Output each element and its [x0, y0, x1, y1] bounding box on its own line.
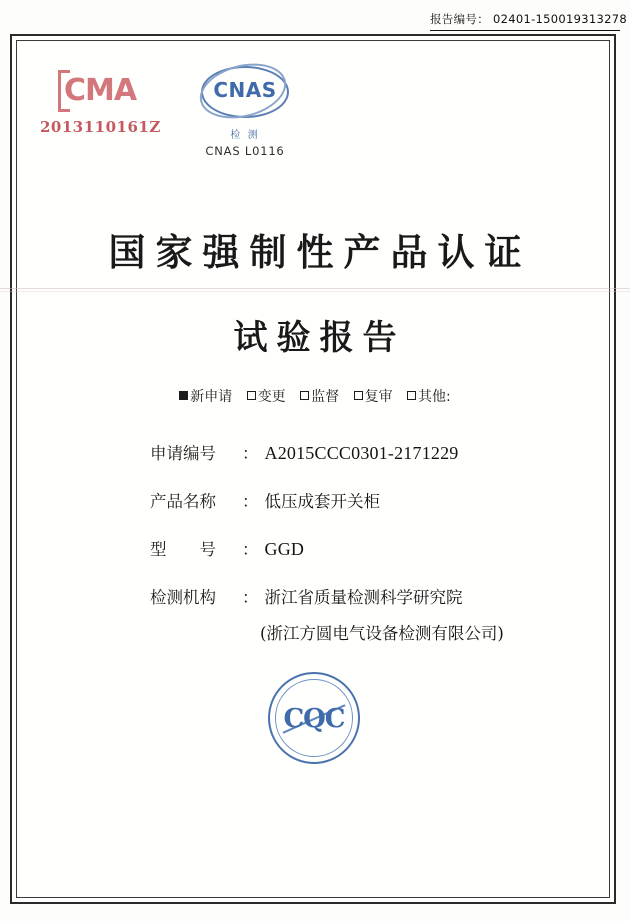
checkbox-label: 监督 [311, 389, 340, 405]
field-label: 申请编号 [150, 444, 216, 463]
field-colon: ： [242, 540, 259, 559]
checkbox-icon[interactable] [179, 391, 188, 400]
cqc-mark: CQC [283, 704, 345, 734]
checkbox-item-new[interactable] [179, 386, 232, 406]
checkbox-item-change[interactable] [247, 386, 286, 406]
field-application-number [150, 440, 550, 464]
field-colon: ： [242, 444, 259, 463]
field-colon: ： [242, 588, 259, 607]
cnas-subtitle: 检 测 [230, 130, 260, 141]
checkbox-icon[interactable] [300, 391, 309, 400]
field-list [150, 440, 550, 668]
application-type-row [0, 386, 630, 406]
cnas-mark: CNAS [213, 78, 277, 102]
field-colon: ： [242, 492, 259, 511]
checkbox-label: 变更 [257, 389, 286, 405]
field-test-organization-secondary: (浙江方圆电气设备检测有限公司) [260, 624, 504, 643]
cqc-seal [268, 672, 364, 768]
cnas-logo-block [180, 62, 310, 158]
report-number [430, 8, 627, 31]
checkbox-icon[interactable] [407, 391, 416, 400]
field-label: 产品名称 [150, 492, 216, 511]
page-title: 国家强制性产品认证 [108, 230, 532, 274]
cnas-icon [197, 62, 293, 124]
accreditation-logos [40, 62, 300, 182]
field-value: GGD [264, 539, 305, 559]
cnas-registration-id: CNAS L0116 [205, 144, 285, 158]
cma-logo-block [40, 74, 160, 136]
checkbox-label: 新申请 [190, 389, 233, 405]
report-number-value: 02401-150019313278 [493, 12, 627, 26]
cma-icon: CMA [60, 74, 140, 108]
checkbox-item-supervision[interactable] [300, 386, 339, 406]
field-value: 低压成套开关柜 [264, 492, 380, 511]
field-model [150, 536, 550, 560]
field-test-organization [150, 584, 550, 608]
field-product-name [150, 488, 550, 512]
checkbox-item-review[interactable] [354, 386, 393, 406]
scan-artifact-line [0, 291, 630, 292]
page-subtitle: 试验报告 [233, 318, 406, 358]
checkbox-label: 复审 [364, 389, 393, 405]
report-number-label: 报告编号： [430, 12, 489, 26]
cma-code: 2013110161Z [40, 118, 161, 136]
checkbox-label: 其他: [418, 389, 451, 405]
checkbox-item-other[interactable] [407, 386, 451, 406]
scan-artifact-line [0, 288, 630, 289]
field-value: 浙江省质量检测科学研究院 [264, 588, 463, 607]
checkbox-icon[interactable] [247, 391, 256, 400]
checkbox-icon[interactable] [354, 391, 363, 400]
field-label: 检测机构 [150, 588, 216, 607]
field-label: 型 号 [150, 540, 216, 559]
field-value: A2015CCC0301-2171229 [264, 443, 459, 463]
